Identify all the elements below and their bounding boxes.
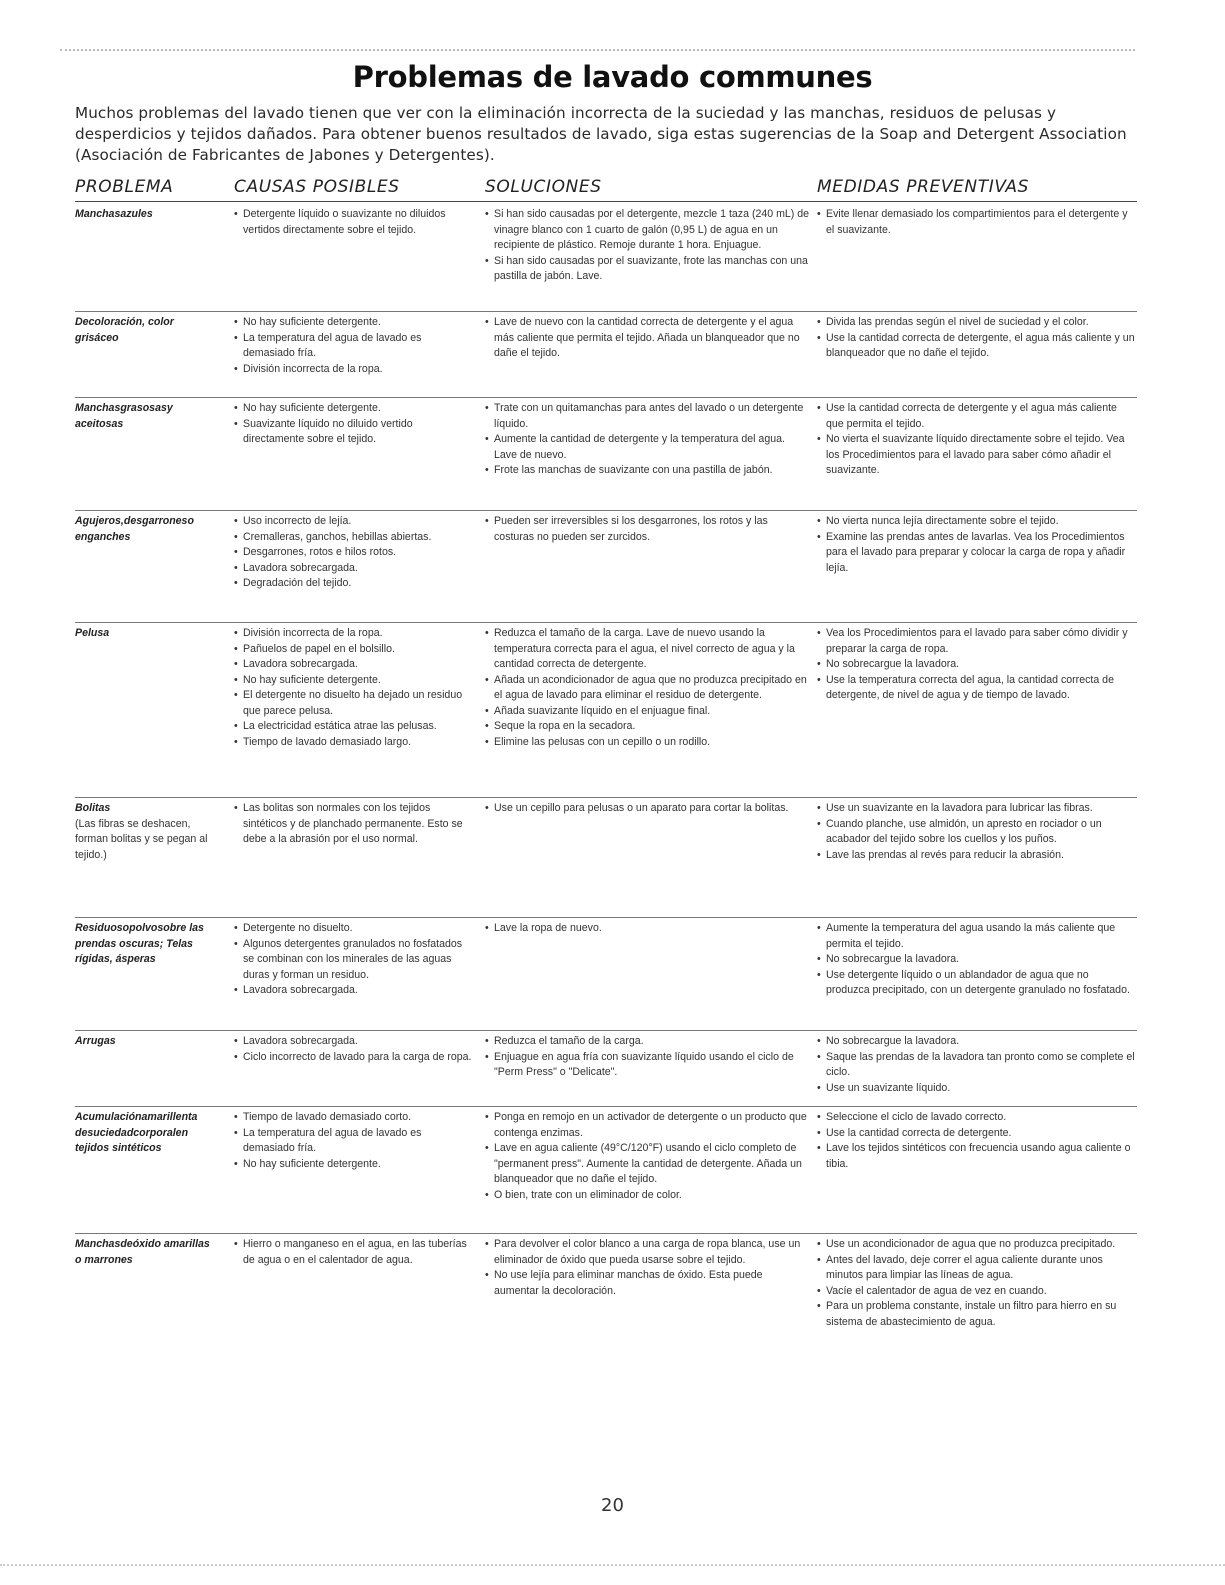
list-item: • No hay suficiente detergente.: [234, 401, 474, 417]
causes-list: [234, 1110, 474, 1172]
solutions-cell: [485, 801, 810, 817]
list-item: • No hay suficiente detergente.: [234, 1157, 474, 1173]
solutions-list: [485, 1237, 810, 1299]
list-item: • Pueden ser irreversibles si los desgarrones, los rotos y las costuras no pueden ser zurcidos.: [485, 514, 810, 545]
solutions-list: [485, 207, 810, 285]
list-item: • Detergente no disuelto.: [234, 921, 474, 937]
solutions-cell: [485, 315, 810, 362]
table-row: [75, 510, 1137, 623]
problem-label: Manchasgrasosasy aceitosas: [75, 402, 173, 430]
solutions-list: [485, 315, 810, 362]
causes-list: [234, 1034, 474, 1065]
causes-cell: [234, 514, 474, 592]
causes-list: [234, 801, 474, 848]
list-item: • Ponga en remojo en un activador de detergente o un producto que contenga enzimas.: [485, 1110, 810, 1141]
header-prevention: MEDIDAS PREVENTIVAS: [817, 177, 1030, 197]
list-item: • Reduzca el tamaño de la carga. Lave de nuevo usando la temperatura correcta para el agua, el nivel correcto de agua y la cantidad correcta de detergente.: [485, 626, 810, 673]
list-item: • Añada suavizante líquido en el enjuague final.: [485, 704, 810, 720]
list-item: • Vea los Procedimientos para el lavado para saber cómo dividir y preparar la carga de ropa.: [817, 626, 1135, 657]
causes-cell: [234, 1034, 474, 1065]
list-item: • Aumente la cantidad de detergente y la temperatura del agua. Lave de nuevo.: [485, 432, 810, 463]
problem-cell: [75, 1034, 210, 1050]
list-item: • Use la cantidad correcta de detergente, el agua más caliente y un blanqueador que no dañe el tejido.: [817, 331, 1135, 362]
list-item: • Suavizante líquido no diluido vertido directamente sobre el tejido.: [234, 417, 474, 448]
table-row: [75, 1106, 1137, 1234]
list-item: • Use un cepillo para pelusas o un aparato para cortar la bolitas.: [485, 801, 810, 817]
causes-list: [234, 514, 474, 592]
prevention-list: [817, 801, 1135, 863]
problem-label: Residuosopolvosobre las prendas oscuras; Telas rígidas, ásperas: [75, 922, 204, 965]
list-item: • Las bolitas son normales con los tejidos sintéticos y de planchado permanente. Esto se debe a la abrasión por el uso normal.: [234, 801, 474, 848]
problem-cell: [75, 514, 210, 545]
prevention-cell: [817, 315, 1135, 362]
header-causes: CAUSAS POSIBLES: [234, 177, 400, 197]
prevention-list: [817, 1034, 1135, 1096]
list-item: • No sobrecargue la lavadora.: [817, 657, 1135, 673]
table-row: [75, 797, 1137, 918]
list-item: • Lavadora sobrecargada.: [234, 983, 474, 999]
page-number: 20: [601, 1495, 624, 1516]
list-item: • Hierro o manganeso en el agua, en las tuberías de agua o en el calentador de agua.: [234, 1237, 474, 1268]
header-problem: PROBLEMA: [75, 177, 174, 197]
list-item: • Frote las manchas de suavizante con una pastilla de jabón.: [485, 463, 810, 479]
causes-list: [234, 626, 474, 750]
prevention-cell: [817, 921, 1135, 999]
list-item: • Seque la ropa en la secadora.: [485, 719, 810, 735]
list-item: • Para devolver el color blanco a una carga de ropa blanca, use un eliminador de óxido que pueda usarse sobre el tejido.: [485, 1237, 810, 1268]
problem-cell: [75, 401, 210, 432]
solutions-list: [485, 401, 810, 479]
prevention-cell: [817, 626, 1135, 704]
list-item: • Lave la ropa de nuevo.: [485, 921, 810, 937]
intro-paragraph: Muchos problemas del lavado tienen que ver con la eliminación incorrecta de la suciedad y las manchas, residuos de pelusas y desperdicios y tejidos dañados. Para obtener buenos resultados de lavado, siga estas sugerencias de la Soap and Detergent Association (Asociación de Fabricantes de Jabones y Detergentes).: [75, 104, 1127, 164]
list-item: • No use lejía para eliminar manchas de óxido. Esta puede aumentar la decoloración.: [485, 1268, 810, 1299]
list-item: • Use detergente líquido o un ablandador de agua que no produzca precipitado, con un detergente granulado no fosfatado.: [817, 968, 1135, 999]
list-item: • Use la cantidad correcta de detergente.: [817, 1126, 1135, 1142]
prevention-list: [817, 207, 1135, 238]
solutions-cell: [485, 626, 810, 750]
list-item: • Enjuague en agua fría con suavizante líquido usando el ciclo de "Perm Press" o "Delicate".: [485, 1050, 810, 1081]
top-dotted-rule: [60, 49, 1135, 51]
list-item: • Añada un acondicionador de agua que no produzca precipitado en el agua de lavado para eliminar el residuo de detergente.: [485, 673, 810, 704]
solutions-cell: [485, 921, 810, 937]
problem-cell: [75, 801, 210, 863]
table-row: [75, 1233, 1137, 1473]
solutions-cell: [485, 401, 810, 479]
causes-cell: [234, 801, 474, 848]
list-item: • Lave en agua caliente (49°C/120°F) usando el ciclo completo de "permanent press". Aumente la cantidad de detergente. Añada un blanqueador que no dañe el tejido.: [485, 1141, 810, 1188]
list-item: • Vacíe el calentador de agua de vez en cuando.: [817, 1284, 1135, 1300]
solutions-list: [485, 1110, 810, 1203]
list-item: • Cremalleras, ganchos, hebillas abiertas.: [234, 530, 474, 546]
prevention-list: [817, 315, 1135, 362]
list-item: • No vierta nunca lejía directamente sobre el tejido.: [817, 514, 1135, 530]
list-item: • Lavadora sobrecargada.: [234, 1034, 474, 1050]
prevention-cell: [817, 514, 1135, 576]
prevention-cell: [817, 1237, 1135, 1330]
table-row: [75, 622, 1137, 798]
list-item: • Use un suavizante líquido.: [817, 1081, 1135, 1097]
problem-label: Manchasazules: [75, 208, 153, 220]
prevention-list: [817, 1237, 1135, 1330]
causes-cell: [234, 1110, 474, 1172]
causes-cell: [234, 401, 474, 448]
solutions-cell: [485, 1110, 810, 1203]
causes-list: [234, 1237, 474, 1268]
problem-sublabel: (Las fibras se deshacen, forman bolitas y se pegan al tejido.): [75, 817, 208, 861]
solutions-cell: [485, 1237, 810, 1299]
list-item: • Use un suavizante en la lavadora para lubricar las fibras.: [817, 801, 1135, 817]
list-item: • Aumente la temperatura del agua usando la más caliente que permita el tejido.: [817, 921, 1135, 952]
causes-list: [234, 401, 474, 448]
table-row: [75, 203, 1137, 312]
problem-label: Manchasdeóxido amarillas o marrones: [75, 1238, 210, 1266]
prevention-cell: [817, 801, 1135, 863]
causes-cell: [234, 626, 474, 750]
problem-cell: [75, 1110, 210, 1157]
list-item: • Lave los tejidos sintéticos con frecuencia usando agua caliente o tibia.: [817, 1141, 1135, 1172]
causes-cell: [234, 1237, 474, 1268]
problem-label: Decoloración, color grisáceo: [75, 316, 174, 344]
list-item: • Divida las prendas según el nivel de suciedad y el color.: [817, 315, 1135, 331]
list-item: • División incorrecta de la ropa.: [234, 626, 474, 642]
problem-label: Arrugas: [75, 1035, 116, 1047]
list-item: • Lave de nuevo con la cantidad correcta de detergente y el agua más caliente que permita el tejido. Añada un blanqueador que no dañe el tejido.: [485, 315, 810, 362]
list-item: • Algunos detergentes granulados no fosfatados se combinan con los minerales de las aguas duras y forman un residuo.: [234, 937, 474, 984]
problem-cell: [75, 921, 210, 968]
prevention-cell: [817, 1110, 1135, 1172]
page-title: Problemas de lavado communes: [352, 60, 873, 94]
list-item: • Cuando planche, use almidón, un apresto en rociador o un acabador del tejido sobre los cuellos y los puños.: [817, 817, 1135, 848]
list-item: • Desgarrones, rotos e hilos rotos.: [234, 545, 474, 561]
list-item: • Degradación del tejido.: [234, 576, 474, 592]
list-item: • Pañuelos de papel en el bolsillo.: [234, 642, 474, 658]
prevention-list: [817, 921, 1135, 999]
list-item: • Examine las prendas antes de lavarlas. Vea los Procedimientos para el lavado para preparar y colocar la carga de ropa y añadir lejía.: [817, 530, 1135, 577]
list-item: • Si han sido causadas por el detergente, mezcle 1 taza (240 mL) de vinagre blanco con 1 cuarto de galón (0,95 L) de agua en un recipiente de plástico. Remoje durante 1 hora. Enjuague.: [485, 207, 810, 254]
causes-list: [234, 921, 474, 999]
list-item: • O bien, trate con un eliminador de color.: [485, 1188, 810, 1204]
list-item: • Para un problema constante, instale un filtro para hierro en su sistema de abastecimiento de agua.: [817, 1299, 1135, 1330]
list-item: • La temperatura del agua de lavado es demasiado fría.: [234, 331, 474, 362]
causes-cell: [234, 921, 474, 999]
list-item: • No sobrecargue la lavadora.: [817, 1034, 1135, 1050]
prevention-cell: [817, 401, 1135, 479]
list-item: • Seleccione el ciclo de lavado correcto.: [817, 1110, 1135, 1126]
table-row: [75, 1030, 1137, 1107]
list-item: • No vierta el suavizante líquido directamente sobre el tejido. Vea los Procedimientos para el lavado para saber cómo añadir el suavizante.: [817, 432, 1135, 479]
list-item: • La temperatura del agua de lavado es demasiado fría.: [234, 1126, 474, 1157]
causes-cell: [234, 315, 474, 377]
list-item: • Evite llenar demasiado los compartimientos para el detergente y el suavizante.: [817, 207, 1135, 238]
list-item: • No hay suficiente detergente.: [234, 315, 474, 331]
problem-label: Acumulaciónamarillenta desuciedadcorporalen tejidos sintéticos: [75, 1111, 198, 1154]
list-item: • Tiempo de lavado demasiado largo.: [234, 735, 474, 751]
list-item: • Uso incorrecto de lejía.: [234, 514, 474, 530]
list-item: • Elimine las pelusas con un cepillo o un rodillo.: [485, 735, 810, 751]
problem-cell: [75, 626, 210, 642]
header-solutions: SOLUCIONES: [485, 177, 602, 197]
solutions-list: [485, 1034, 810, 1081]
table-row: [75, 397, 1137, 511]
table-row: [75, 917, 1137, 1031]
list-item: • No hay suficiente detergente.: [234, 673, 474, 689]
problem-cell: [75, 315, 210, 346]
solutions-cell: [485, 207, 810, 285]
table-header: [75, 177, 1137, 202]
solutions-list: [485, 801, 810, 817]
list-item: • Lavadora sobrecargada.: [234, 561, 474, 577]
prevention-list: [817, 514, 1135, 576]
problem-cell: [75, 1237, 210, 1268]
solutions-list: [485, 626, 810, 750]
list-item: • Detergente líquido o suavizante no diluidos vertidos directamente sobre el tejido.: [234, 207, 474, 238]
list-item: • Use la temperatura correcta del agua, la cantidad correcta de detergente, de nivel de agua y de tiempo de lavado.: [817, 673, 1135, 704]
list-item: • Ciclo incorrecto de lavado para la carga de ropa.: [234, 1050, 474, 1066]
problem-label: Agujeros,desgarroneso enganches: [75, 515, 194, 543]
solutions-list: [485, 514, 810, 545]
prevention-cell: [817, 207, 1135, 238]
causes-list: [234, 315, 474, 377]
problem-label: Bolitas: [75, 802, 111, 814]
causes-cell: [234, 207, 474, 238]
list-item: • El detergente no disuelto ha dejado un residuo que parece pelusa.: [234, 688, 474, 719]
list-item: • Use un acondicionador de agua que no produzca precipitado.: [817, 1237, 1135, 1253]
problem-cell: [75, 207, 210, 223]
list-item: • No sobrecargue la lavadora.: [817, 952, 1135, 968]
list-item: • Tiempo de lavado demasiado corto.: [234, 1110, 474, 1126]
list-item: • Reduzca el tamaño de la carga.: [485, 1034, 810, 1050]
list-item: • Trate con un quitamanchas para antes del lavado o un detergente líquido.: [485, 401, 810, 432]
prevention-list: [817, 626, 1135, 704]
causes-list: [234, 207, 474, 238]
solutions-list: [485, 921, 810, 937]
bottom-dotted-rule: [0, 1564, 1225, 1566]
list-item: • La electricidad estática atrae las pelusas.: [234, 719, 474, 735]
list-item: • Lavadora sobrecargada.: [234, 657, 474, 673]
list-item: • Antes del lavado, deje correr el agua caliente durante unos minutos para limpiar las líneas de agua.: [817, 1253, 1135, 1284]
table-row: [75, 311, 1137, 398]
list-item: • Lave las prendas al revés para reducir la abrasión.: [817, 848, 1135, 864]
list-item: • Si han sido causadas por el suavizante, frote las manchas con una pastilla de jabón. Lave.: [485, 254, 810, 285]
solutions-cell: [485, 514, 810, 545]
prevention-cell: [817, 1034, 1135, 1096]
list-item: • División incorrecta de la ropa.: [234, 362, 474, 378]
prevention-list: [817, 1110, 1135, 1172]
list-item: • Saque las prendas de la lavadora tan pronto como se complete el ciclo.: [817, 1050, 1135, 1081]
problem-label: Pelusa: [75, 627, 110, 639]
prevention-list: [817, 401, 1135, 479]
solutions-cell: [485, 1034, 810, 1081]
list-item: • Use la cantidad correcta de detergente y el agua más caliente que permita el tejido.: [817, 401, 1135, 432]
